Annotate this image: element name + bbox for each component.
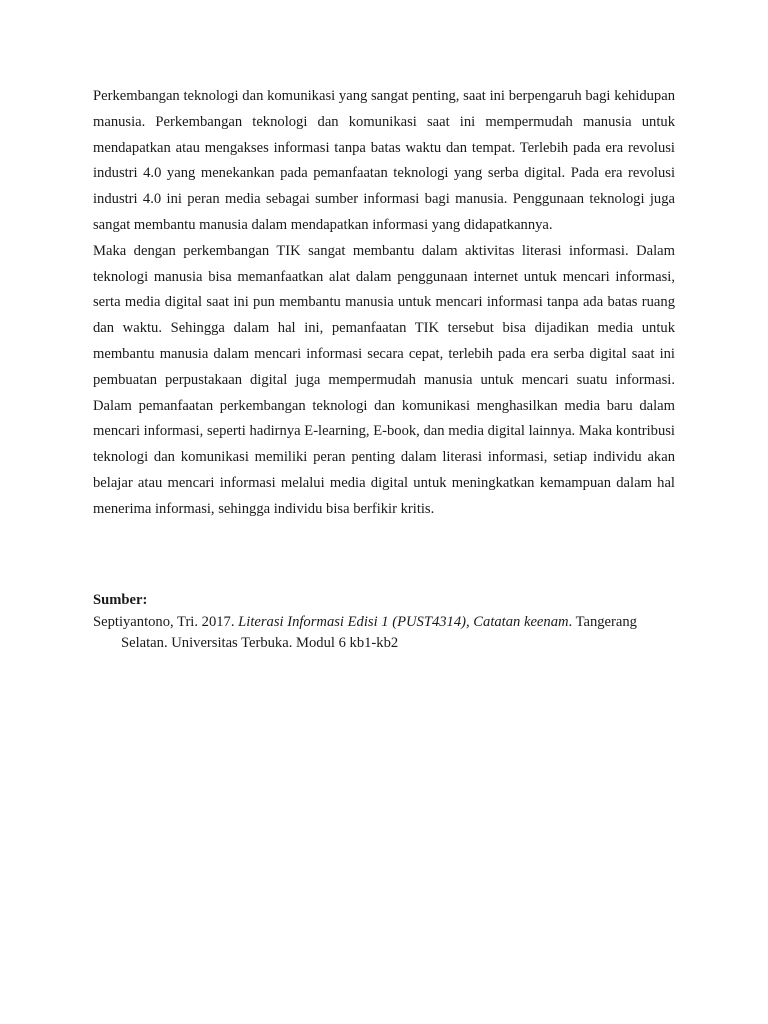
citation — [93, 612, 675, 653]
body-text — [93, 84, 675, 523]
paragraph-1: Perkembangan teknologi dan komunikasi yang sangat penting, saat ini berpengaruh bagi kehidupan manusia. Perkembangan teknologi dan komunikasi saat ini mempermudah manusia untuk mendapatkan atau mengakses informasi tanpa batas waktu dan tempat. Terlebih pada era revolusi industri 4.0 yang menekankan pada pemanfaatan teknologi yang serba digital. Pada era revolusi industri 4.0 ini peran media sebagai sumber informasi bagi manusia. Penggunaan teknologi juga sangat membantu manusia dalam mendapatkan informasi yang didapatkannya. — [93, 88, 675, 233]
citation-title: Literasi Informasi Edisi 1 (PUST4314), Catatan keenam — [238, 614, 569, 630]
citation-author-year: Septiyantono, Tri. 2017. — [93, 614, 239, 630]
citation-publisher: . Tangerang Selatan. Universitas Terbuka. Modul 6 kb1-kb2 — [121, 614, 637, 651]
sources-heading: Sumber: — [93, 592, 148, 608]
paragraph-2: Maka dengan perkembangan TIK sangat membantu dalam aktivitas literasi informasi. Dalam teknologi manusia bisa memanfaatkan alat dalam penggunaan internet untuk mencari informasi, serta media digital saat ini pun membantu manusia untuk mencari informasi tanpa ada batas ruang dan waktu. Sehingga dalam hal ini, pemanfaatan TIK tersebut bisa dijadikan media untuk membantu manusia dalam mencari informasi secara cepat, terlebih pada era serba digital saat ini pembuatan perpustakaan digital juga mempermudah manusia untuk mencari suatu informasi. Dalam pemanfaatan perkembangan teknologi dan komunikasi menghasilkan media baru dalam mencari informasi, seperti hadirnya E-learning, E-book, dan media digital lainnya. Maka kontribusi teknologi dan komunikasi memiliki peran penting dalam literasi informasi, setiap individu akan belajar atau mencari informasi melalui media digital untuk meningkatkan kemampuan dalam hal menerima informasi, sehingga individu bisa berfikir kritis. — [93, 242, 675, 517]
